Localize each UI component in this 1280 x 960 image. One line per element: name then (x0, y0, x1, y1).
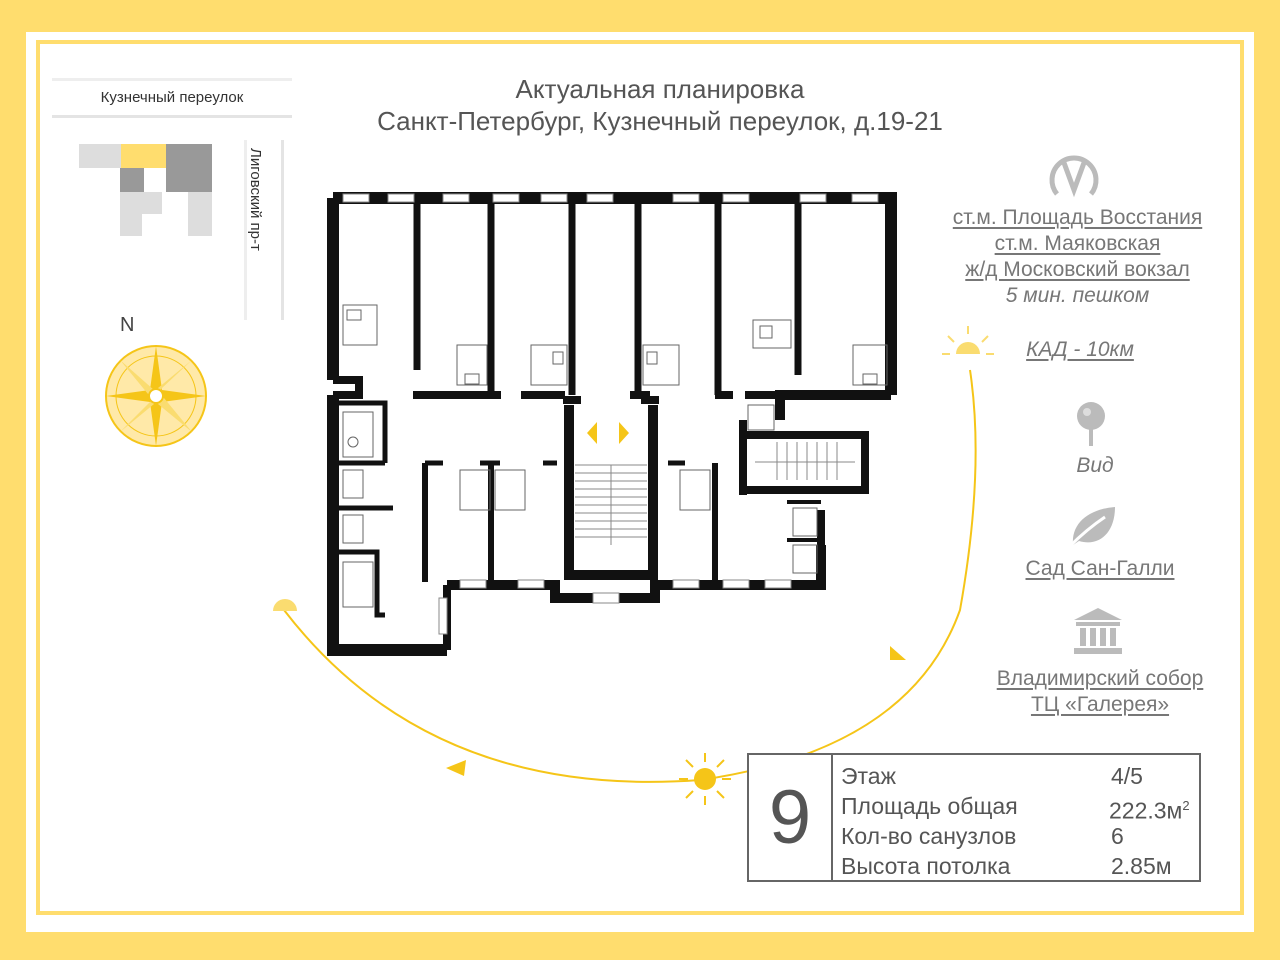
info-row-bathrooms (841, 821, 1191, 851)
street-ligovsky (244, 140, 284, 320)
metro-link-2[interactable]: ст.м. Маяковская (994, 232, 1161, 255)
info-value: 2.85м (1111, 853, 1172, 879)
street-label-kuznechny: Кузнечный переулок (52, 78, 292, 118)
metro-link-1[interactable]: ст.м. Площадь Восстания (952, 206, 1203, 229)
building-highlight (121, 144, 166, 168)
info-row-area (841, 791, 1191, 824)
metro-icon (1047, 150, 1101, 200)
landmark-link-1[interactable]: Владимирский собор (996, 667, 1204, 690)
view-label: Вид (1076, 454, 1114, 477)
info-value: 4/5 (1111, 763, 1143, 789)
info-row-floor (841, 761, 1191, 791)
apartment-info-table (747, 753, 1201, 882)
kad-link[interactable]: КАД - 10км (1026, 338, 1134, 361)
page-subtitle-address: Санкт-Петербург, Кузнечный переулок, д.19-21 (377, 106, 943, 136)
apartment-number: 9 (749, 755, 833, 880)
street-label-ligovsky: Лиговский пр-т (247, 148, 264, 251)
sun-direction-arrow (890, 646, 906, 660)
compass-north-label: N (120, 314, 135, 336)
garden-link[interactable]: Сад Сан-Галли (1025, 557, 1175, 580)
sun-path (260, 330, 1000, 810)
info-label: Этаж (841, 763, 896, 789)
building-columns-icon (1072, 606, 1124, 656)
metro-info (920, 205, 1235, 309)
sun-setting-icon (270, 596, 300, 612)
sun-rising-icon (940, 324, 996, 356)
info-label: Высота потолка (841, 853, 1011, 879)
info-value: 6 (1111, 823, 1124, 849)
sun-direction-arrow (446, 760, 466, 776)
metro-link-3[interactable]: ж/д Московский вокзал (965, 258, 1190, 281)
page-title: Актуальная планировка (515, 74, 805, 104)
sun-noon-icon (676, 750, 734, 808)
info-value: 222.3м (1109, 797, 1183, 824)
landmark-link-2[interactable]: ТЦ «Галерея» (1030, 693, 1170, 716)
landmarks (960, 666, 1240, 718)
info-row-ceiling (841, 851, 1191, 881)
compass-rose-icon (100, 340, 212, 452)
info-value-sup: 2 (1182, 798, 1190, 813)
leaf-icon (1065, 503, 1119, 549)
pin-icon (1074, 400, 1108, 448)
info-label: Площадь общая (841, 793, 1018, 819)
walk-time: 5 мин. пешком (1005, 284, 1150, 307)
info-label: Кол-во санузлов (841, 823, 1017, 849)
